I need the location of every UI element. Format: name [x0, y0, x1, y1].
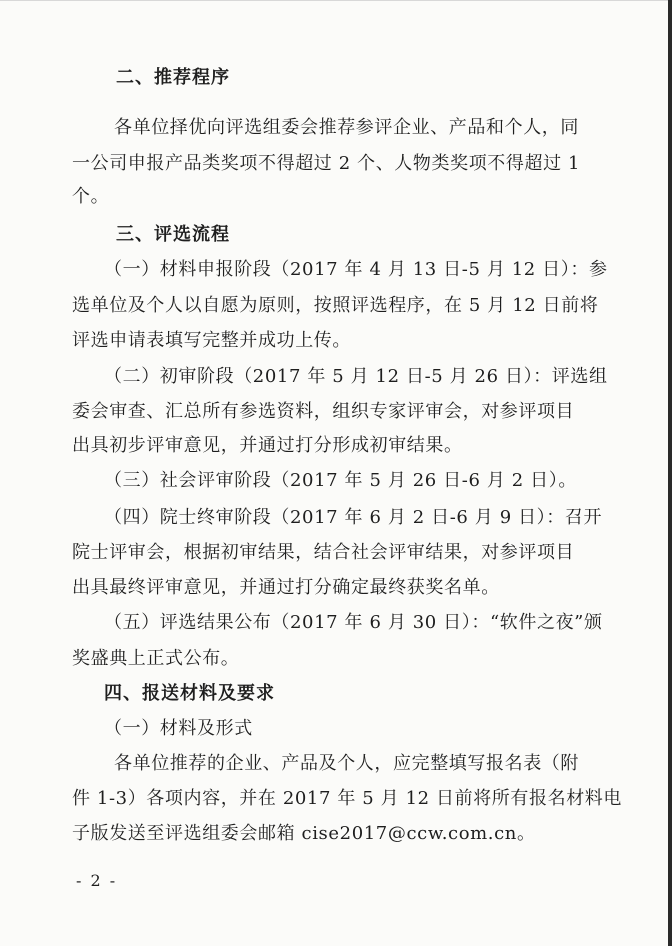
paragraph-line: 奖盛典上正式公布。: [72, 648, 240, 669]
paragraph-line: （三）社会评审阶段（2017 年 5 月 26 日-6 月 2 日）。: [104, 470, 577, 491]
subheading-materials-form: （一）材料及形式: [104, 718, 253, 739]
paragraph-line: 评选申请表填写完整并成功上传。: [72, 330, 351, 351]
paragraph-line: 各单位推荐的企业、产品及个人，应完整填写报名表（附: [114, 753, 579, 774]
paragraph-line: （五）评选结果公布（2017 年 6 月 30 日）：“软件之夜”颁: [104, 612, 603, 633]
paragraph-line: 院士评审会，根据初审结果，结合社会评审结果，对参评项目: [72, 542, 575, 563]
paragraph-line: 各单位择优向评选组委会推荐参评企业、产品和个人，同: [114, 117, 579, 138]
paragraph-line: 一公司申报产品类奖项不得超过 2 个、人物类奖项不得超过 1: [72, 153, 581, 174]
page-number: - 2 -: [76, 871, 118, 890]
scan-top-edge: [0, 0, 672, 1]
section-heading-selection-process: 三、评选流程: [116, 224, 230, 245]
section-heading-materials-requirements: 四、报送材料及要求: [104, 683, 275, 704]
paragraph-line: 出具初步评审意见，并通过打分形成初审结果。: [72, 435, 463, 456]
paragraph-line: 出具最终评审意见，并通过打分确定最终获奖名单。: [72, 577, 500, 598]
paragraph-line: 个。: [72, 186, 110, 207]
paragraph-line: 件 1-3）各项内容，并在 2017 年 5 月 12 日前将所有报名材料电: [72, 788, 623, 809]
paragraph-line: 委会审查、汇总所有参选资料，组织专家评审会，对参评项目: [72, 401, 575, 422]
scan-right-edge: [668, 0, 672, 946]
paragraph-line: （四）院士终审阶段（2017 年 6 月 2 日-6 月 9 日）：召开: [104, 507, 603, 528]
paragraph-line-email: 子版发送至评选组委会邮箱 cise2017@ccw.com.cn。: [72, 823, 536, 844]
section-heading-recommendation-procedure: 二、推荐程序: [116, 67, 230, 88]
paragraph-line: 选单位及个人以自愿为原则，按照评选程序，在 5 月 12 日前将: [72, 295, 599, 316]
paragraph-line: （一）材料申报阶段（2017 年 4 月 13 日-5 月 12 日）：参: [104, 259, 608, 280]
paragraph-line: （二）初审阶段（2017 年 5 月 12 日-5 月 26 日）：评选组: [104, 366, 608, 387]
